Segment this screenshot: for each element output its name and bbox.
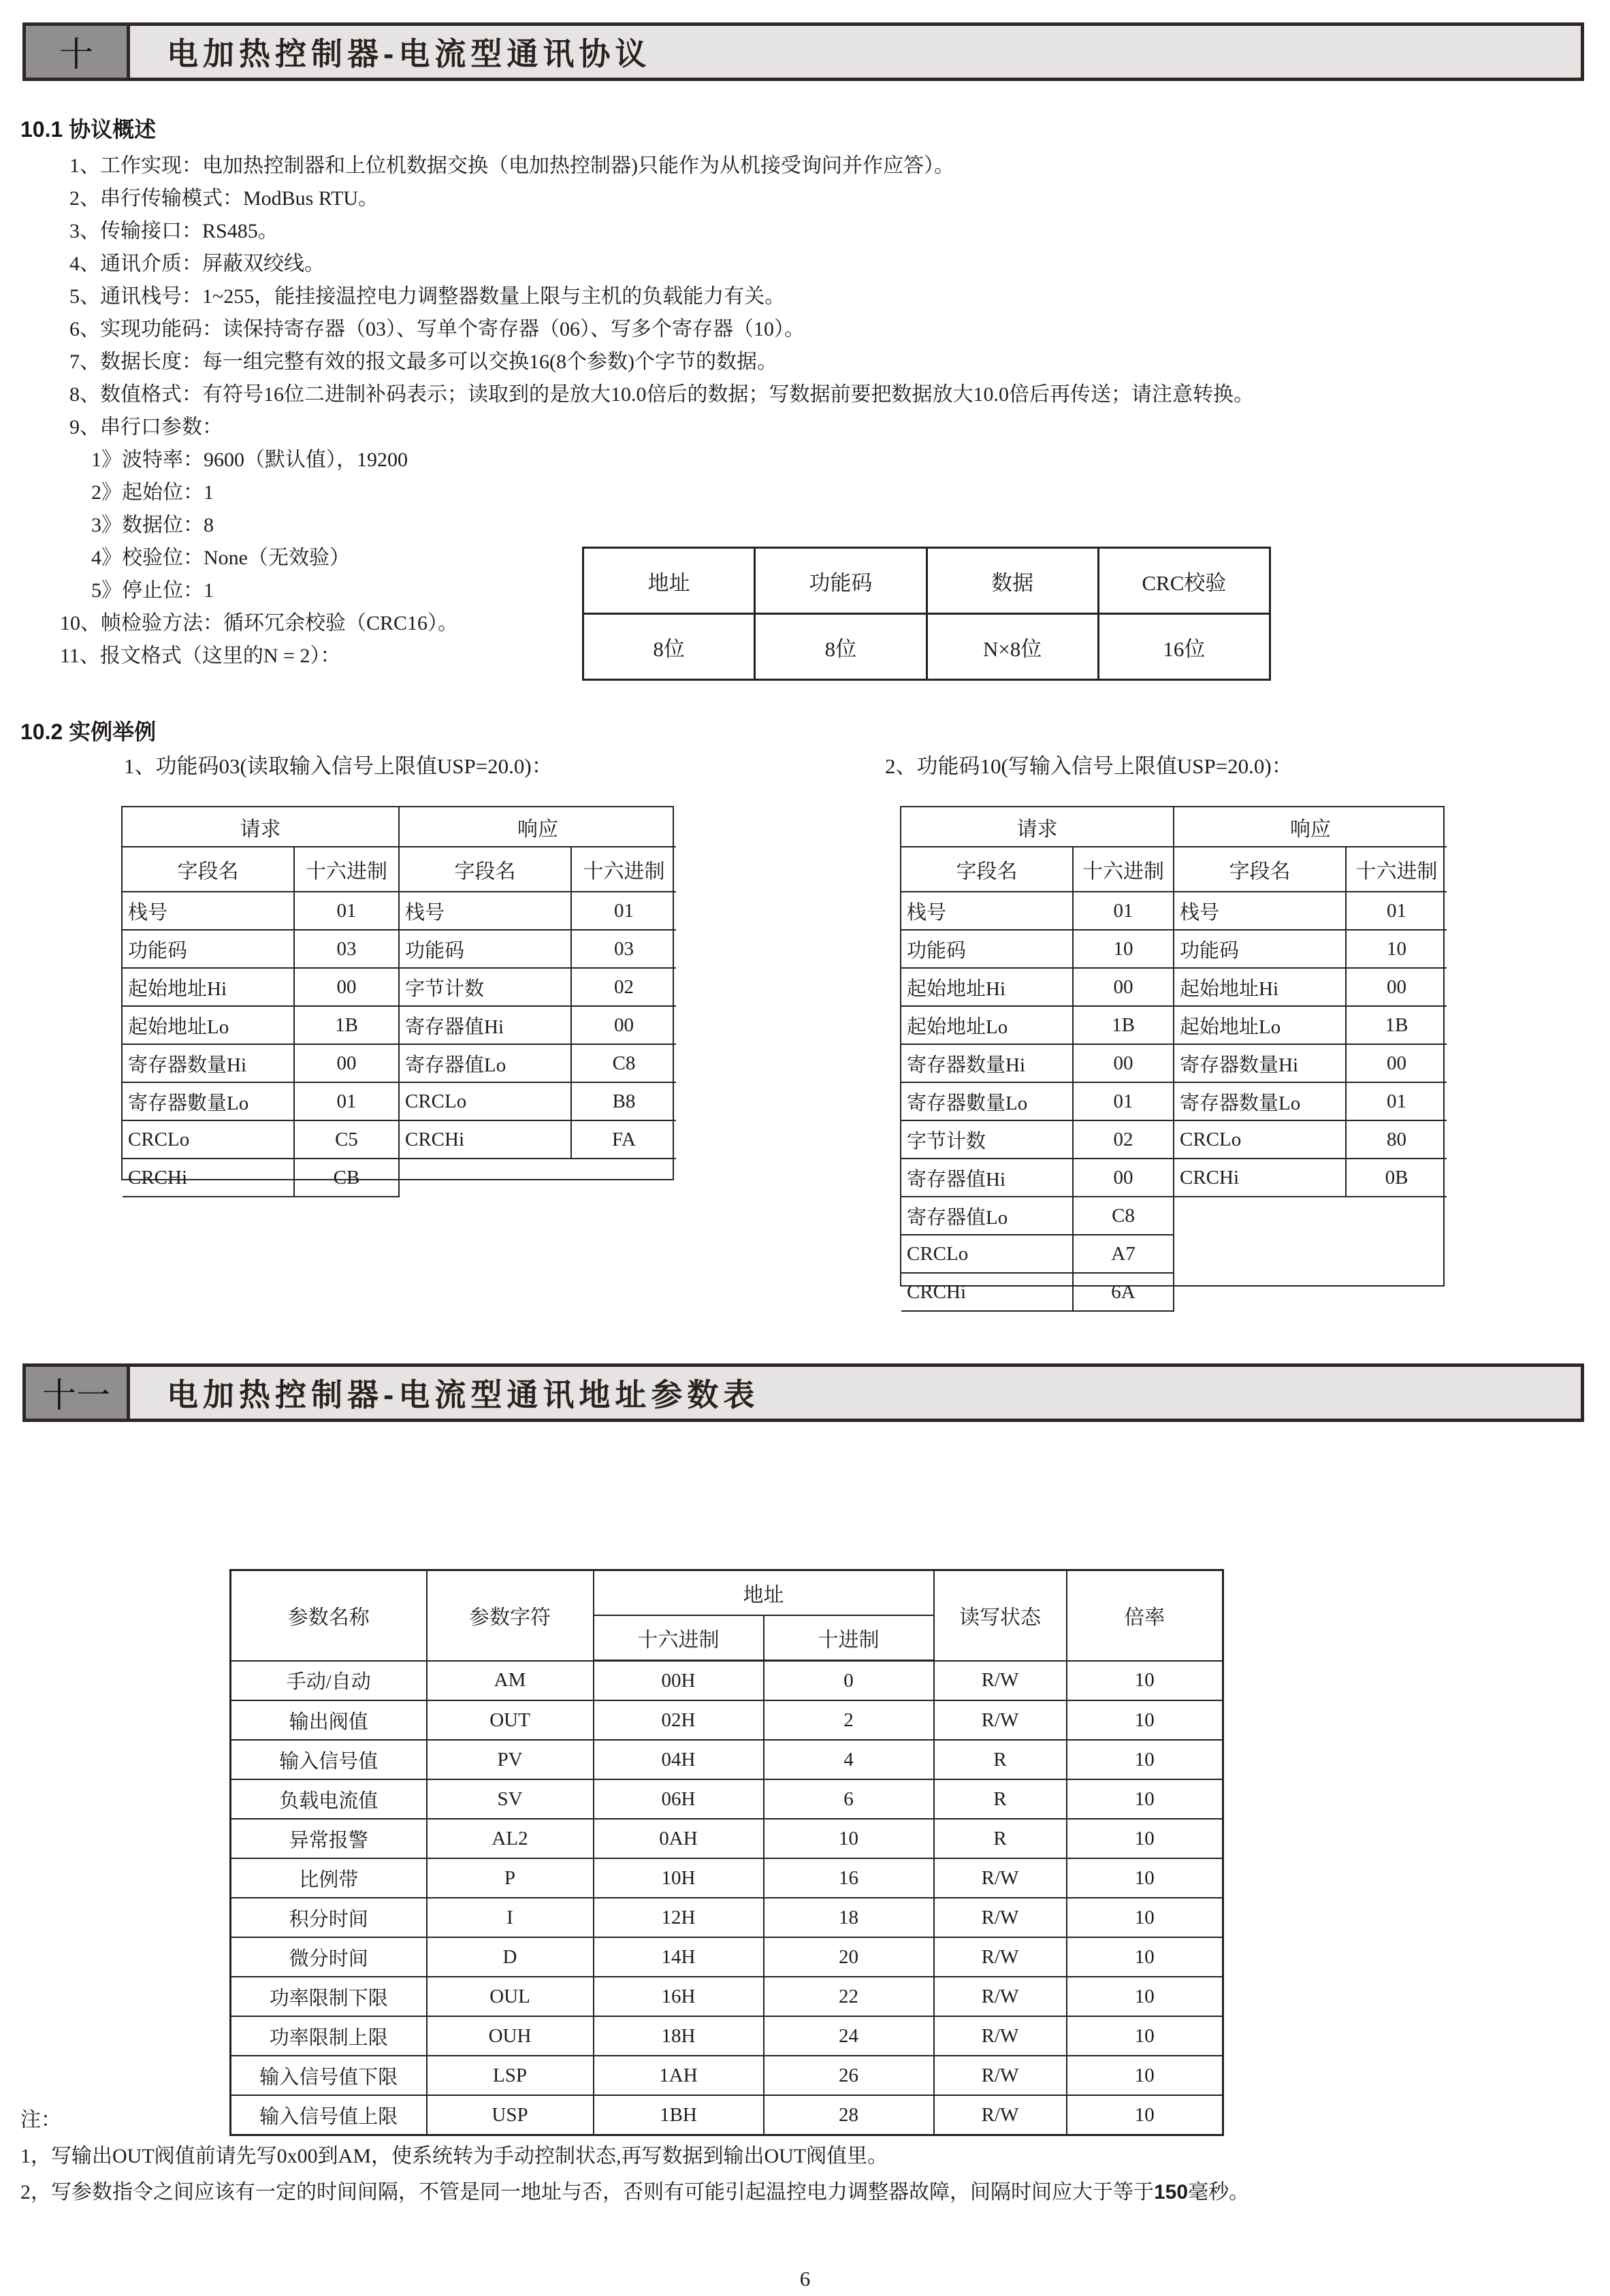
param-table-cell: 1BH xyxy=(594,2095,764,2135)
param-table-cell: 02H xyxy=(594,1700,764,1740)
table-row xyxy=(901,1273,1174,1311)
example-table-cell: 栈号 xyxy=(1174,892,1346,930)
serial-param-item: 5》停止位：1 xyxy=(91,579,214,602)
param-table-cell: 18H xyxy=(594,2016,764,2056)
table-row xyxy=(901,1006,1174,1044)
format-table-cell: 数据 xyxy=(927,548,1098,614)
serial-param-item: 2》起始位：1 xyxy=(91,481,214,504)
list-item: 1、工作实现：电加热控制器和上位机数据交换（电加热控制器)只能作为从机接受询问并作应答）。 xyxy=(69,155,954,177)
example-table-cell: 10 xyxy=(1073,930,1174,968)
example-table-cell: 功能码 xyxy=(123,930,294,968)
hex-header: 十六进制 xyxy=(1346,847,1447,892)
param-table-cell: 功率限制上限 xyxy=(231,2016,427,2056)
param-table-cell: 功率限制下限 xyxy=(231,1977,427,2016)
param-table-cell: 10 xyxy=(764,1819,934,1858)
serial-param-item: 3》数据位：8 xyxy=(91,514,214,536)
param-table-cell: 手动/自动 xyxy=(231,1661,427,1701)
example-table-cell: 01 xyxy=(294,1082,399,1120)
table-row xyxy=(400,1120,676,1159)
example-table-cell: 寄存器值Hi xyxy=(901,1159,1073,1197)
rw-status-header: 读写状态 xyxy=(934,1570,1067,1661)
table-row xyxy=(1174,1082,1447,1120)
example-table-cell: 1B xyxy=(1346,1006,1447,1044)
example-table-cell: CB xyxy=(294,1159,399,1197)
example-table-cell: 00 xyxy=(1073,968,1174,1006)
example-table-cell: 01 xyxy=(294,892,399,930)
field-name-header: 字段名 xyxy=(400,847,571,892)
param-table-cell: 10 xyxy=(1067,1858,1223,1898)
example-table-cell: 80 xyxy=(1346,1120,1447,1159)
field-name-header: 字段名 xyxy=(1174,847,1346,892)
param-table-cell: R/W xyxy=(934,1937,1067,1977)
table-row xyxy=(400,892,676,930)
param-table-cell: 10 xyxy=(1067,2056,1223,2095)
table-row xyxy=(231,1898,1223,1937)
table-row xyxy=(901,1159,1174,1197)
list-item: 2、串行传输模式：ModBus RTU。 xyxy=(69,187,379,210)
table-row xyxy=(400,1006,676,1044)
example-table-cell: 00 xyxy=(571,1006,676,1044)
param-table-cell: 16 xyxy=(764,1858,934,1898)
table-row xyxy=(901,1044,1174,1082)
table-row xyxy=(1174,968,1447,1006)
param-table-cell: 输出阀值 xyxy=(231,1700,427,1740)
example-table-cell: C5 xyxy=(294,1120,399,1159)
param-table-cell: USP xyxy=(427,2095,594,2135)
example-table-cell: C8 xyxy=(571,1044,676,1082)
section-10-header-bar xyxy=(22,22,1584,81)
param-table-cell: R/W xyxy=(934,1977,1067,2016)
param-table-cell: 24 xyxy=(764,2016,934,2056)
hex-header: 十六进制 xyxy=(571,847,676,892)
param-table-cell: 10H xyxy=(594,1858,764,1898)
format-table-cell: 8位 xyxy=(583,614,755,680)
example-table-cell: 寄存器值Hi xyxy=(400,1006,571,1044)
example-table-cell: 寄存器数量Hi xyxy=(1174,1044,1346,1082)
example-table-cell: 10 xyxy=(1346,930,1447,968)
table-row xyxy=(123,1006,399,1044)
param-table-cell: R/W xyxy=(934,1898,1067,1937)
example-table-cell: CRCHi xyxy=(901,1273,1073,1311)
param-table-cell: R/W xyxy=(934,1661,1067,1701)
param-table-cell: 10 xyxy=(1067,1700,1223,1740)
example-table-cell: 00 xyxy=(1346,968,1447,1006)
table-row xyxy=(231,1858,1223,1898)
param-table-cell: R xyxy=(934,1819,1067,1858)
example-table-cell: 03 xyxy=(571,930,676,968)
example-table-cell: CRCLo xyxy=(901,1235,1073,1273)
table-row xyxy=(231,2056,1223,2095)
param-table-cell: OUH xyxy=(427,2016,594,2056)
table-row xyxy=(583,614,1270,680)
example-1-request-table xyxy=(123,807,400,1197)
note-2-text-tail: 毫秒。 xyxy=(1188,2181,1250,2203)
table-row xyxy=(901,968,1174,1006)
param-char-header: 参数字符 xyxy=(427,1570,594,1661)
param-table-cell: 输入信号值上限 xyxy=(231,2095,427,2135)
example-table-cell: 00 xyxy=(294,1044,399,1082)
example-table-cell: 01 xyxy=(571,892,676,930)
example-2-response-table xyxy=(1174,807,1447,1197)
table-row xyxy=(231,1700,1223,1740)
param-table-cell: 28 xyxy=(764,2095,934,2135)
table-row xyxy=(901,1082,1174,1120)
example-table-cell: 起始地址Hi xyxy=(123,968,294,1006)
example-table-cell: FA xyxy=(571,1120,676,1159)
example-table-cell: 功能码 xyxy=(1174,930,1346,968)
page-number: 6 xyxy=(799,2267,811,2291)
param-table-cell: R/W xyxy=(934,1858,1067,1898)
param-table-cell: 00H xyxy=(594,1661,764,1701)
param-table-cell: 14H xyxy=(594,1937,764,1977)
address-parameter-table xyxy=(229,1569,1224,2136)
example-table-cell: CRCLo xyxy=(123,1120,294,1159)
param-table-cell: 26 xyxy=(764,2056,934,2095)
table-row xyxy=(1174,1120,1447,1159)
table-row xyxy=(123,968,399,1006)
param-table-cell: LSP xyxy=(427,2056,594,2095)
param-table-cell: 10 xyxy=(1067,1779,1223,1819)
response-header: 响应 xyxy=(1174,807,1447,847)
example-table-cell: 1B xyxy=(294,1006,399,1044)
param-table-cell: R/W xyxy=(934,1700,1067,1740)
table-row xyxy=(901,1197,1174,1235)
example-table-cell: 起始地址Hi xyxy=(901,968,1073,1006)
table-row xyxy=(400,1044,676,1082)
format-table-cell: 16位 xyxy=(1098,614,1270,680)
table-row xyxy=(400,1082,676,1120)
list-item: 11、报文格式（这里的N = 2）： xyxy=(60,645,341,667)
field-name-header: 字段名 xyxy=(123,847,294,892)
field-name-header: 字段名 xyxy=(901,847,1073,892)
param-table-cell: 0 xyxy=(764,1661,934,1701)
table-row xyxy=(583,548,1270,614)
hex-header: 十六进制 xyxy=(1073,847,1174,892)
ratio-header: 倍率 xyxy=(1067,1570,1223,1661)
example-table-cell: 00 xyxy=(1073,1044,1174,1082)
example-table-cell: 寄存器数量Lo xyxy=(1174,1082,1346,1120)
table-row xyxy=(1174,930,1447,968)
notes-label: 注： xyxy=(20,2109,61,2131)
format-table-cell: 地址 xyxy=(583,548,755,614)
param-table-cell: 20 xyxy=(764,1937,934,1977)
list-item: 6、实现功能码：读保持寄存器（03）、写单个寄存器（06）、写多个寄存器（10）。 xyxy=(69,318,805,340)
table-row xyxy=(231,1977,1223,2016)
example-1-table xyxy=(121,806,674,1189)
table-row xyxy=(901,1235,1174,1273)
param-table-cell: 输入信号值 xyxy=(231,1740,427,1779)
table-row xyxy=(231,2016,1223,2056)
example-table-cell: B8 xyxy=(571,1082,676,1120)
example-table-cell: 寄存器数量Hi xyxy=(901,1044,1073,1082)
example-table-cell: 起始地址Lo xyxy=(123,1006,294,1044)
example-table-cell: 栈号 xyxy=(901,892,1073,930)
serial-param-item: 1》波特率：9600（默认值），19200 xyxy=(91,449,408,471)
param-table-cell: D xyxy=(427,1937,594,1977)
serial-param-item: 4》校验位：None（无效验） xyxy=(91,547,350,569)
param-table-cell: 06H xyxy=(594,1779,764,1819)
example-table-cell: 寄存器數量Lo xyxy=(123,1082,294,1120)
table-row xyxy=(1174,1159,1447,1197)
example-table-cell: CRCHi xyxy=(400,1120,571,1159)
example-table-cell: 起始地址Lo xyxy=(1174,1006,1346,1044)
example-table-cell: 03 xyxy=(294,930,399,968)
param-table-cell: 6 xyxy=(764,1779,934,1819)
table-row xyxy=(1174,892,1447,930)
list-item: 9、串行口参数： xyxy=(69,416,223,438)
example-table-cell: 寄存器數量Lo xyxy=(901,1082,1073,1120)
param-table-cell: 4 xyxy=(764,1740,934,1779)
example-table-cell: 02 xyxy=(571,968,676,1006)
param-table-cell: 10 xyxy=(1067,1661,1223,1701)
example-1-response-table xyxy=(400,807,676,1159)
table-row xyxy=(231,1779,1223,1819)
hex-addr-header: 十六进制 xyxy=(594,1615,764,1661)
table-row xyxy=(901,892,1174,930)
table-row xyxy=(231,1937,1223,1977)
param-table-cell: AL2 xyxy=(427,1819,594,1858)
section-10-title: 电加热控制器-电流型通讯协议 xyxy=(167,36,651,71)
note-2 xyxy=(20,2174,1586,2210)
example-table-cell: 1B xyxy=(1073,1006,1174,1044)
example-table-cell: 功能码 xyxy=(901,930,1073,968)
param-table-cell: 微分时间 xyxy=(231,1937,427,1977)
param-table-cell: OUL xyxy=(427,1977,594,2016)
list-item: 4、通讯介质：屏蔽双绞线。 xyxy=(69,253,325,275)
example-table-cell: 寄存器数量Hi xyxy=(123,1044,294,1082)
format-table-cell: CRC校验 xyxy=(1098,548,1270,614)
example-table-cell: 字节计数 xyxy=(400,968,571,1006)
hex-header: 十六进制 xyxy=(294,847,399,892)
example-2-request-table xyxy=(901,807,1174,1312)
example-table-cell: 功能码 xyxy=(400,930,571,968)
param-table-cell: R xyxy=(934,1779,1067,1819)
format-table-cell: N×8位 xyxy=(927,614,1098,680)
param-table-cell: AM xyxy=(427,1661,594,1701)
param-table-cell: 18 xyxy=(764,1898,934,1937)
param-table-cell: R xyxy=(934,1740,1067,1779)
table-row xyxy=(400,930,676,968)
dec-addr-header: 十进制 xyxy=(764,1615,934,1661)
param-table-cell: P xyxy=(427,1858,594,1898)
notes-block xyxy=(20,2102,1586,2210)
list-item: 8、数值格式：有符号16位二进制补码表示；读取到的是放大10.0倍后的数据；写数据前要把数据放大10.0倍后再传送；请注意转换。 xyxy=(69,383,1254,406)
list-item: 3、传输接口：RS485。 xyxy=(69,220,278,242)
param-table-cell: 04H xyxy=(594,1740,764,1779)
param-table-cell: 0AH xyxy=(594,1819,764,1858)
example-table-cell: 00 xyxy=(294,968,399,1006)
list-item: 10、帧检验方法：循环冗余校验（CRC16）。 xyxy=(60,612,459,634)
table-row xyxy=(123,930,399,968)
note-2-text: 2，写参数指令之间应该有一定的时间间隔，不管是同一地址与否，否则有可能引起温控电力调整器故障，间隔时间应大于等于 xyxy=(20,2181,1154,2203)
message-format-table xyxy=(582,547,1271,681)
example-table-cell: A7 xyxy=(1073,1235,1174,1273)
param-table-cell: 输入信号值下限 xyxy=(231,2056,427,2095)
example-table-cell: 起始地址Hi xyxy=(1174,968,1346,1006)
example-table-cell: 01 xyxy=(1346,892,1447,930)
table-row xyxy=(123,1044,399,1082)
table-row xyxy=(231,1661,1223,1701)
table-row xyxy=(901,930,1174,968)
list-item: 5、通讯栈号：1~255，能挂接温控电力调整器数量上限与主机的负载能力有关。 xyxy=(69,285,786,308)
example-table-cell: 00 xyxy=(1346,1044,1447,1082)
param-table-cell: 2 xyxy=(764,1700,934,1740)
param-table-cell: 10 xyxy=(1067,1977,1223,2016)
example-table-cell: 0B xyxy=(1346,1159,1447,1197)
example-table-cell: CRCLo xyxy=(400,1082,571,1120)
example-table-cell: 寄存器值Lo xyxy=(901,1197,1073,1235)
heading-10-2: 10.2 实例举例 xyxy=(20,719,157,744)
example-table-cell: 00 xyxy=(1073,1159,1174,1197)
example-table-cell: CRCLo xyxy=(1174,1120,1346,1159)
param-table-cell: R/W xyxy=(934,2056,1067,2095)
table-row xyxy=(231,1819,1223,1858)
list-item: 7、数据长度：每一组完整有效的报文最多可以交换16(8个参数)个字节的数据。 xyxy=(69,351,777,373)
param-table-cell: 12H xyxy=(594,1898,764,1937)
example-table-cell: CRCHi xyxy=(1174,1159,1346,1197)
param-table-cell: 1AH xyxy=(594,2056,764,2095)
param-table-cell: 10 xyxy=(1067,2095,1223,2135)
param-table-cell: 16H xyxy=(594,1977,764,2016)
param-table-cell: I xyxy=(427,1898,594,1937)
param-table-cell: 10 xyxy=(1067,1898,1223,1937)
section-11-badge: 十一 xyxy=(26,1367,130,1419)
table-row xyxy=(123,1120,399,1159)
example-table-cell: C8 xyxy=(1073,1197,1174,1235)
response-header: 响应 xyxy=(400,807,676,847)
table-row xyxy=(231,1740,1223,1779)
heading-10-1: 10.1 协议概述 xyxy=(20,117,157,142)
example-table-cell: 6A xyxy=(1073,1273,1174,1311)
param-table-cell: 10 xyxy=(1067,2016,1223,2056)
example-table-cell: 01 xyxy=(1346,1082,1447,1120)
example-table-cell: 寄存器值Lo xyxy=(400,1044,571,1082)
example-2-label: 2、功能码10(写输入信号上限值USP=20.0)： xyxy=(885,754,1293,778)
param-table-cell: R/W xyxy=(934,2095,1067,2135)
format-table-cell: 8位 xyxy=(755,614,927,680)
param-table-cell: 异常报警 xyxy=(231,1819,427,1858)
param-table-cell: PV xyxy=(427,1740,594,1779)
format-table-cell: 功能码 xyxy=(755,548,927,614)
example-2-table xyxy=(900,806,1445,1303)
param-table-cell: 10 xyxy=(1067,1740,1223,1779)
param-table-cell: 负载电流值 xyxy=(231,1779,427,1819)
note-2-bold-value: 150 xyxy=(1154,2181,1189,2203)
address-header: 地址 xyxy=(594,1570,934,1616)
param-table-cell: 10 xyxy=(1067,1937,1223,1977)
param-table-cell: 积分时间 xyxy=(231,1898,427,1937)
param-table-cell: 22 xyxy=(764,1977,934,2016)
request-header: 请求 xyxy=(123,807,399,847)
param-table-cell: 比例带 xyxy=(231,1858,427,1898)
table-row xyxy=(123,1082,399,1120)
section-11-title: 电加热控制器-电流型通讯地址参数表 xyxy=(167,1377,760,1412)
example-table-cell: 栈号 xyxy=(400,892,571,930)
param-table-cell: OUT xyxy=(427,1700,594,1740)
table-row xyxy=(901,1120,1174,1159)
param-table-cell: 10 xyxy=(1067,1819,1223,1858)
example-table-cell: 字节计数 xyxy=(901,1120,1073,1159)
table-row xyxy=(400,968,676,1006)
table-row xyxy=(1174,1044,1447,1082)
section-10-badge: 十 xyxy=(26,26,130,78)
example-1-label: 1、功能码03(读取输入信号上限值USP=20.0)： xyxy=(124,754,553,778)
example-table-cell: 起始地址Lo xyxy=(901,1006,1073,1044)
param-name-header: 参数名称 xyxy=(231,1570,427,1661)
example-table-cell: 02 xyxy=(1073,1120,1174,1159)
table-row xyxy=(123,1159,399,1197)
param-table-cell: SV xyxy=(427,1779,594,1819)
example-table-cell: 01 xyxy=(1073,1082,1174,1120)
request-header: 请求 xyxy=(901,807,1174,847)
table-row xyxy=(123,892,399,930)
param-table-cell: R/W xyxy=(934,2016,1067,2056)
example-table-cell: 栈号 xyxy=(123,892,294,930)
section-11-header-bar xyxy=(22,1363,1584,1422)
table-row xyxy=(1174,1006,1447,1044)
example-table-cell: CRCHi xyxy=(123,1159,294,1197)
note-1: 1，写输出OUT阀值前请先写0x00到AM，使系统转为手动控制状态,再写数据到输出OUT阀值里。 xyxy=(20,2145,888,2167)
example-table-cell: 01 xyxy=(1073,892,1174,930)
